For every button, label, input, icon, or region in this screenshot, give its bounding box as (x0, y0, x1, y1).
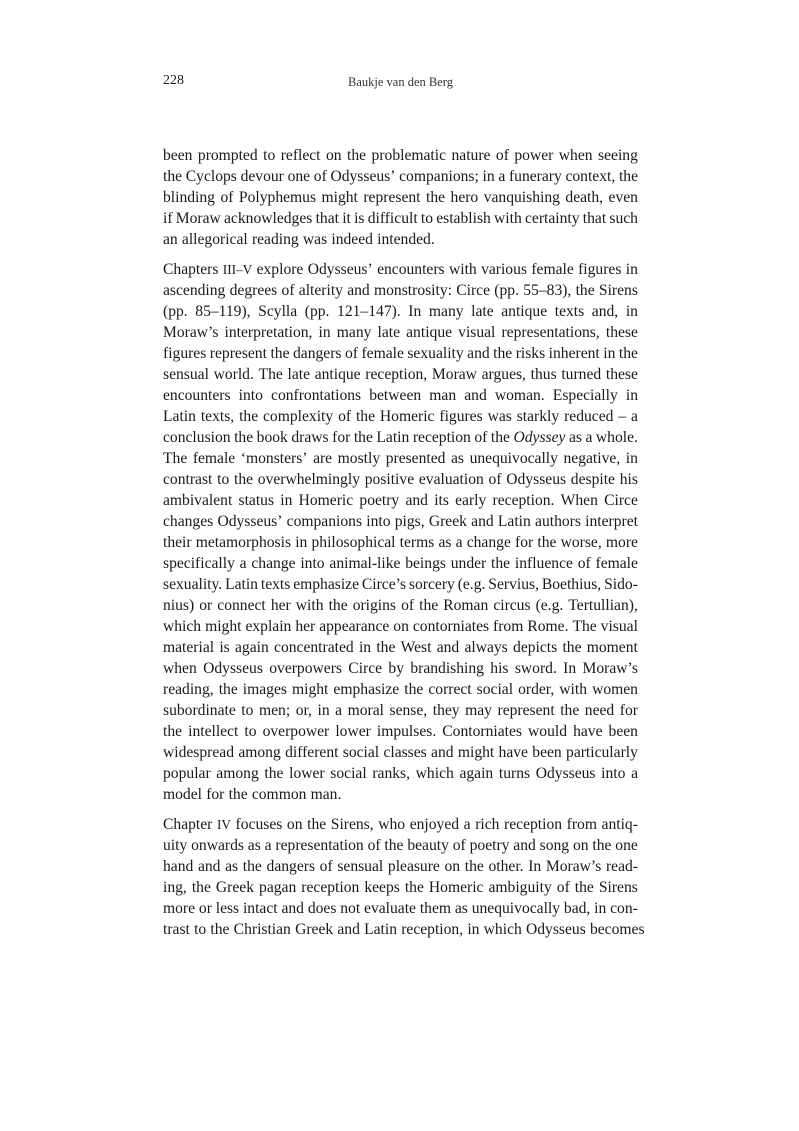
text-line: encounters into confrontations between man and woman. Especially in (163, 387, 638, 404)
text-line: ambivalent status in Homeric poetry and its early reception. When Circe (163, 492, 638, 509)
text-line: blinding of Polyphemus might represent the hero vanquishing death, even (163, 189, 638, 206)
text-line: more or less intact and does not evaluate them as unequivocally bad, in con- (163, 900, 638, 917)
body-text (163, 145, 645, 949)
text-line: Moraw’s interpretation, in many late antique visual representations, these (163, 324, 638, 341)
text-line: nius) or connect her with the origins of the Roman circus (e.g. Tertullian), (163, 597, 638, 614)
text-line: when Odysseus overpowers Circe by brandishing his sword. In Moraw’s (163, 660, 638, 677)
text-line: widespread among different social classes and might have been particularly (163, 744, 638, 761)
text-line: hand and as the dangers of sensual pleasure on the other. In Moraw’s read- (163, 858, 638, 875)
text-line: (pp. 85–119), Scylla (pp. 121–147). In many late antique texts and, in (163, 303, 638, 320)
paragraph (163, 145, 638, 250)
text-line: ing, the Greek pagan reception keeps the Homeric ambiguity of the Sirens (163, 879, 638, 896)
text-line: conclusion the book draws for the Latin reception of the Odyssey as a whole. (163, 429, 638, 446)
running-head: Baukje van den Berg (348, 75, 453, 89)
text-line: trast to the Christian Greek and Latin reception, in which Odysseus becomes (163, 921, 645, 938)
text-line: which might explain her appearance on contorniates from Rome. The visual (163, 618, 638, 635)
text-line: sensual world. The late antique reception, Moraw argues, thus turned these (163, 366, 638, 383)
text-line: their metamorphosis in philosophical terms as a change for the worse, more (163, 534, 638, 551)
text-line: reading, the images might emphasize the correct social order, with women (163, 681, 638, 698)
text-line: sexuality. Latin texts emphasize Circe’s sorcery (e.g. Servius, Boethius, Sido- (163, 576, 638, 593)
text-line: an allegorical reading was indeed intended. (163, 231, 435, 248)
text-line: Chapters III–V explore Odysseus’ encounters with various female figures in (163, 261, 638, 278)
text-line: if Moraw acknowledges that it is difficult to establish with certainty that such (163, 210, 638, 227)
text-line: the intellect to overpower lower impulses. Contorniates would have been (163, 723, 638, 740)
text-line: popular among the lower social ranks, which again turns Odysseus into a (163, 765, 638, 782)
text-line: figures represent the dangers of female sexuality and the risks inherent in the (163, 345, 638, 362)
page-number: 228 (163, 73, 184, 88)
text-line: ascending degrees of alterity and monstrosity: Circe (pp. 55–83), the Sirens (163, 282, 638, 299)
text-line: been prompted to reflect on the problematic nature of power when seeing (163, 147, 638, 164)
text-line: contrast to the overwhelmingly positive evaluation of Odysseus despite his (163, 471, 638, 488)
paragraph (163, 259, 638, 805)
text-line: model for the common man. (163, 786, 342, 803)
text-line: uity onwards as a representation of the beauty of poetry and song on the one (163, 837, 638, 854)
text-line: specifically a change into animal-like beings under the influence of female (163, 555, 638, 572)
text-line: material is again concentrated in the West and always depicts the moment (163, 639, 638, 656)
text-line: changes Odysseus’ companions into pigs, Greek and Latin authors interpret (163, 513, 638, 530)
paragraph (163, 814, 645, 940)
text-line: subordinate to men; or, in a moral sense, they may represent the need for (163, 702, 638, 719)
text-line: The female ‘monsters’ are mostly presented as unequivocally negative, in (163, 450, 638, 467)
text-line: the Cyclops devour one of Odysseus’ companions; in a funerary context, the (163, 168, 638, 185)
text-line: Latin texts, the complexity of the Homeric figures was starkly reduced – a (163, 408, 638, 425)
text-line: Chapter IV focuses on the Sirens, who enjoyed a rich reception from antiq- (163, 816, 638, 833)
